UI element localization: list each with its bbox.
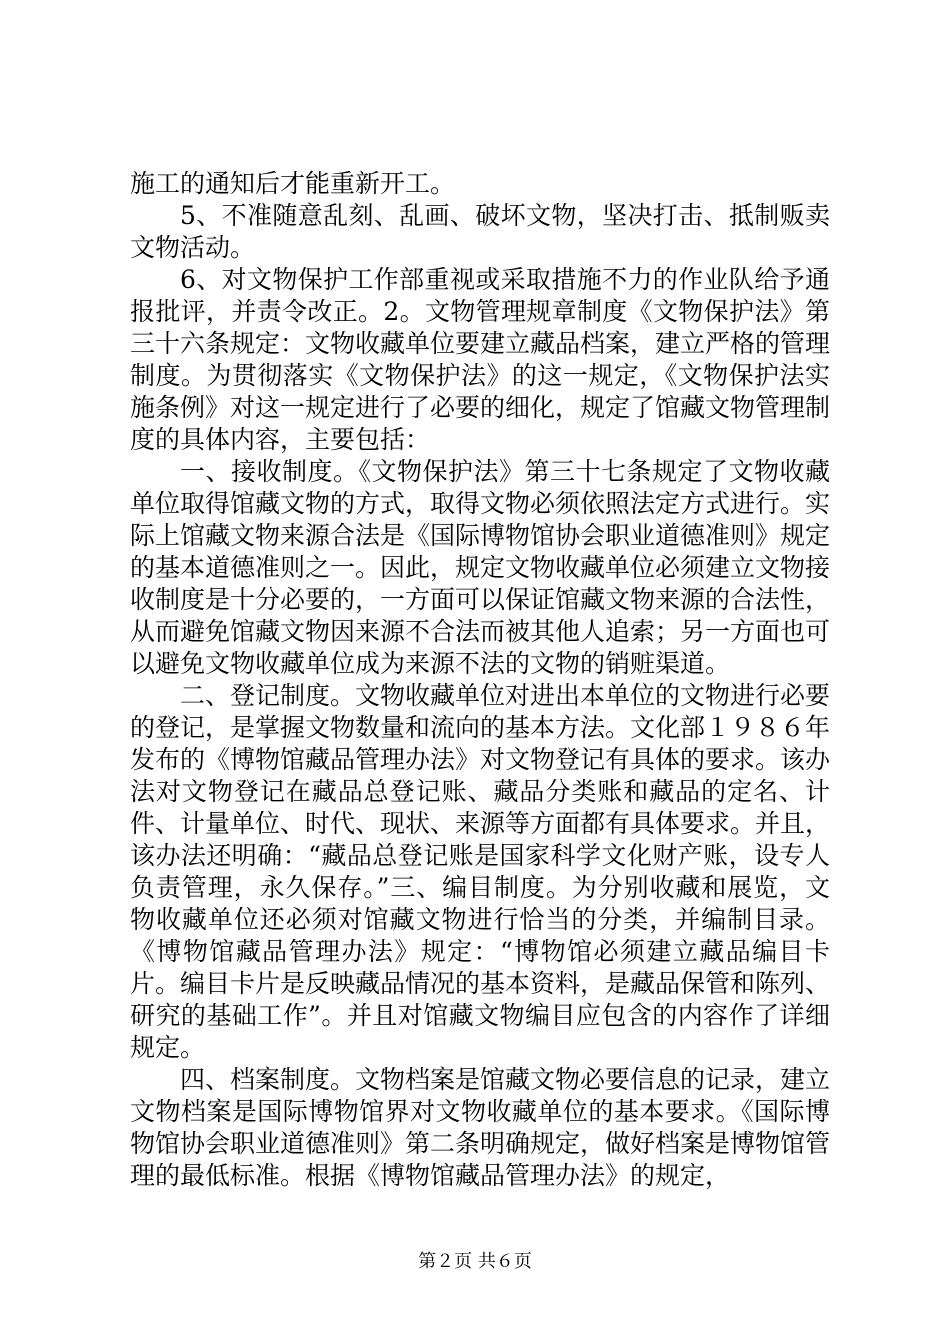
page-footer: 第２页 共６页 xyxy=(418,1251,532,1272)
paragraph-continuation: 施工的通知后才能重新开工。 xyxy=(130,169,456,198)
paragraph-item-6: 6、对文物保护工作部重视或采取措施不力的作业队给予通报批评，并责令改正。2。文物管理规章制度《文物保护法》第三十六条规定：文物收藏单位要建立藏品档案，建立严格的管理制度。为贯彻落实《文物保护法》的这一规定，《文物保护法实施条例》对这一规定进行了必要的细化，规定了馆藏文物管理制度的具体内容，主要包括： xyxy=(130,265,831,454)
paragraph-registration-system: 二、登记制度。文物收藏单位对进出本单位的文物进行必要的登记，是掌握文物数量和流向的基本方法。文化部１９８６年发布的《博物馆藏品管理办法》对文物登记有具体的要求。该办法对文物登记在藏品总登记账、藏品分类账和藏品的定名、计件、计量单位、时代、现状、来源等方面都有具体要求。并且，该办法还明确：“藏品总登记账是国家科学文化财产账，设专人负责管理，永久保存。”三、编目制度。为分别收藏和展览，文物收藏单位还必须对馆藏文物进行恰当的分类，并编制目录。《博物馆藏品管理办法》规定：“博物馆必须建立藏品编目卡片。编目卡片是反映藏品情况的基本资料，是藏品保管和陈列、研究的基础工作”。并且对馆藏文物编目应包含的内容作了详细规定。 xyxy=(130,681,831,1062)
document-body xyxy=(130,168,830,1192)
paragraph-archive-system: 四、档案制度。文物档案是馆藏文物必要信息的记录，建立文物档案是国际博物馆界对文物收藏单位的基本要求。《国际博物馆协会职业道德准则》第二条明确规定，做好档案是博物馆管理的最低标准。根据《博物馆藏品管理办法》的规定， xyxy=(130,1065,831,1190)
paragraph-receiving-system: 一、接收制度。《文物保护法》第三十七条规定了文物收藏单位取得馆藏文物的方式，取得文物必须依照法定方式进行。实际上馆藏文物来源合法是《国际博物馆协会职业道德准则》规定的基本道德准则之一。因此，规定文物收藏单位必须建立文物接收制度是十分必要的，一方面可以保证馆藏文物来源的合法性，从而避免馆藏文物因来源不合法而被其他人追索；另一方面也可以避免文物收藏单位成为来源不法的文物的销赃渠道。 xyxy=(130,457,831,678)
paragraph-item-5: 5、不准随意乱刻、乱画、破坏文物，坚决打击、抵制贩卖文物活动。 xyxy=(130,201,830,262)
